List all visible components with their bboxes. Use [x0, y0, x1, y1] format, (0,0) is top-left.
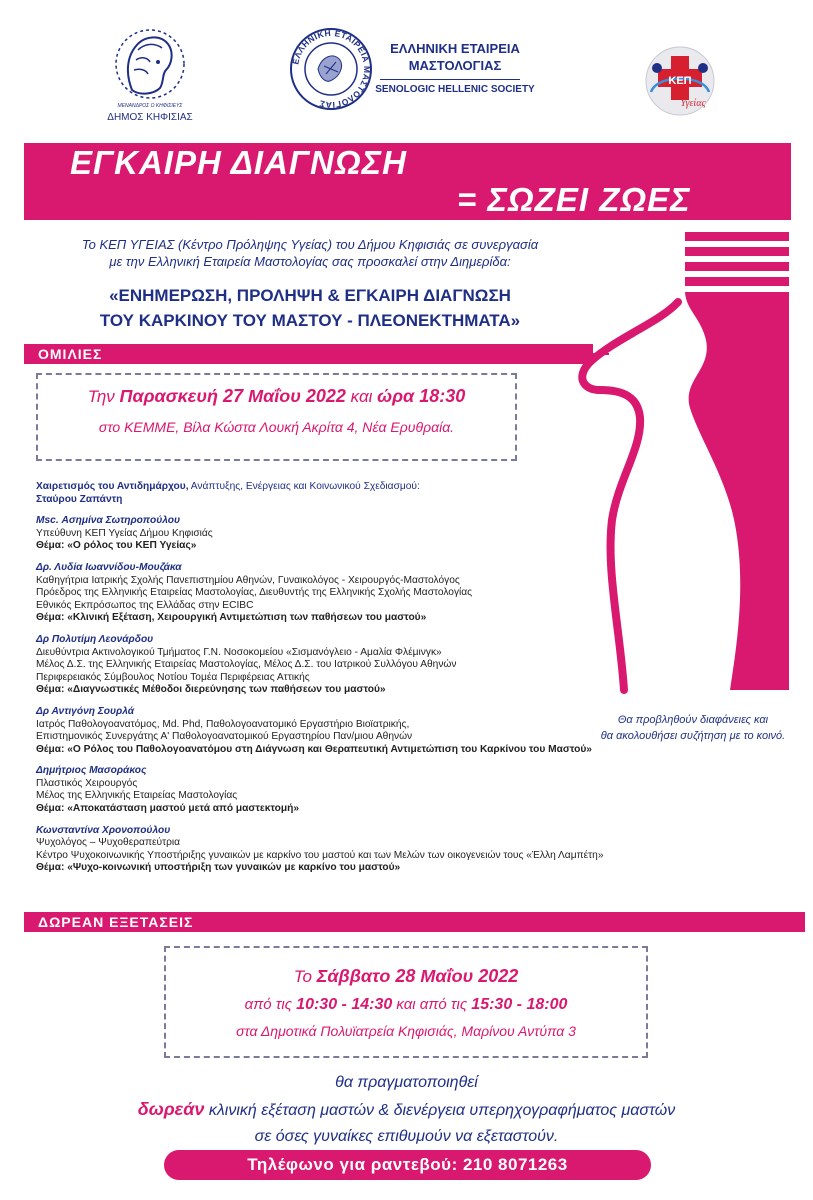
exams-info-box [164, 946, 648, 1058]
exams-venue: στα Δημοτικά Πολυϊατρεία Κηφισιάς, Μαρίνου Αντύπα 3 [236, 1023, 576, 1039]
speaker-role: Καθηγήτρια Ιατρικής Σχολής Πανεπιστημίου Αθηνών, Γυναικολόγος - Χειρουργός-Μαστολόγος [36, 574, 460, 586]
speaker-role: Πρόεδρος της Ελληνικής Εταιρείας Μαστολογίας, Διευθυντής της Ελληνικής Σχολής Μαστολογίας [36, 587, 473, 599]
speaker-role: Ιατρός Παθολογοανατόμος, Md. Phd, Παθολογοανατομικό Εργαστήριο Βιοϊατρικής, [36, 718, 410, 730]
kifisia-logo [104, 20, 196, 112]
talks-venue: στο ΚΕΜΜΕ, Βίλα Κώστα Λουκή Ακρίτα 4, Νέα Ερυθραία. [98, 419, 455, 435]
speaker-topic: Θέμα: «Αποκατάσταση μαστού μετά από μαστεκτομή» [36, 803, 300, 815]
talks-date: Παρασκευή 27 Μαΐου 2022 [119, 386, 346, 406]
exams-hours: από τις 10:30 - 14:30 και από τις 15:30 - 18:00 [244, 996, 568, 1013]
speaker-entry [36, 562, 596, 625]
speaker-name: Δρ Πολυτίμη Λεονάρδου [36, 633, 154, 645]
talks-time: ώρα 18:30 [377, 386, 466, 406]
speaker-name: Δρ. Λυδία Ιωαννίδου-Μουζάκα [36, 561, 182, 573]
speaker-role: Περιφερειακός Σύμβουλος Νοτίου Τομέα Περιφέρειας Αττικής [36, 671, 310, 683]
title-line2: = ΣΩΖΕΙ ΖΩΕΣ [457, 181, 691, 218]
footer-line2: δωρεάν κλινική εξέταση μαστών & διενέργεια υπερηχογραφήματος μαστών [137, 1099, 676, 1119]
speaker-entry [36, 706, 596, 756]
kifisia-motto: ΜΕΝΑΝΔΡΟΣ Ο ΚΗΦΙΣΙΕΥΣ [117, 103, 183, 109]
section-talks-divider [579, 353, 609, 355]
speakers-list [36, 481, 604, 884]
speaker-topic: Θέμα: «Διαγνωστικές Μέθοδοι διερεύνησης των παθήσεων του μαστού» [36, 684, 386, 696]
speaker-entry [36, 634, 596, 697]
kep-ygeias-logo [643, 44, 717, 118]
speaker-role: Επιστημονικός Συνεργάτης Α' Παθολογοανατομικού Εργαστηρίου Παν/μιου Αθηνών [36, 731, 413, 743]
event-title [30, 283, 590, 333]
welcome-note: Χαιρετισμός του Αντιδημάρχου, Ανάπτυξης, Ενέργειας και Κοινωνικού Σχεδιασμού: Σταύρου Ζαπάντη [36, 481, 596, 506]
speaker-name: Κωνσταντίνα Χρονοπούλου [36, 824, 171, 836]
society-name-gr: ΕΛΛΗΝΙΚΗ ΕΤΑΙΡΕΙΑ ΜΑΣΤΟΛΟΓΙΑΣ [390, 41, 520, 73]
intro-line2: με την Ελληνική Εταιρεία Μαστολογίας σας προσκαλεί στην Διημερίδα: [109, 254, 511, 269]
speaker-role: Πλαστικός Χειρουργός [36, 777, 138, 789]
speaker-entry [36, 515, 596, 553]
appointment-phone[interactable]: Τηλέφωνο για ραντεβού: 210 8071263 [164, 1150, 651, 1180]
free-word: δωρεάν [137, 1099, 205, 1119]
speaker-topic: Θέμα: «Ο ρόλος του ΚΕΠ Υγείας» [36, 540, 197, 552]
speaker-name: Msc. Ασημίνα Σωτηροπούλου [36, 515, 180, 527]
society-seal-logo [288, 26, 374, 112]
footer-text [30, 1070, 783, 1150]
speaker-name: Δημήτριος Μασοράκος [36, 765, 147, 777]
kifisia-caption: ΔΗΜΟΣ ΚΗΦΙΣΙΑΣ [107, 112, 193, 123]
speaker-topic: Θέμα: «Κλινική Εξέταση, Χειρουργική Αντιμετώπιση των παθήσεων του μαστού» [36, 612, 427, 624]
society-name-en: SENOLOGIC HELLENIC SOCIETY [375, 84, 535, 95]
kep-logo-text: ΚΕΠ [668, 75, 692, 87]
footer-line3: σε όσες γυναίκες επιθυμούν να εξεταστούν. [254, 1128, 559, 1145]
speaker-name: Δρ Αντιγόνη Σουρλά [36, 705, 135, 717]
talks-info-box [36, 373, 517, 461]
section-free-exams-header: ΔΩΡΕΑΝ ΕΞΕΤΑΣΕΙΣ [24, 912, 805, 932]
presentation-note: Θα προβληθούν διαφάνειες και θα ακολουθήσει συζήτηση με το κοινό. [600, 714, 786, 742]
speaker-role: Διευθύντρια Ακτινολογικού Τμήματος Γ.Ν. Νοσοκομείου «Σισμανόγλειο - Αμαλία Φλέμινγκ» [36, 646, 442, 658]
speaker-role: Μέλος Δ.Σ. της Ελληνικής Εταιρείας Μαστολογίας, Μέλος Δ.Σ. του Ιατρικού Συλλόγου Αθηνών [36, 659, 457, 671]
section-talks-header: ΟΜΙΛΙΕΣ [24, 344, 593, 364]
intro-line1: Το ΚΕΠ ΥΓΕΙΑΣ (Κέντρο Πρόληψης Υγείας) του Δήμου Κηφισιάς σε συνεργασία [81, 237, 539, 252]
event-title-line2: ΤΟΥ ΚΑΡΚΙΝΟΥ ΤΟΥ ΜΑΣΤΟΥ - ΠΛΕΟΝΕΚΤΗΜΑΤΑ» [99, 311, 521, 330]
society-ring-text: ΕΛΛΗΝΙΚΗ ΕΤΑΙΡΕΙΑ ΜΑΣΤΟΛΟΓΙΑΣ [290, 27, 373, 111]
kep-logo-sub: Υγείας [680, 98, 706, 109]
event-title-line1: «ΕΝΗΜΕΡΩΣΗ, ΠΡΟΛΗΨΗ & ΕΓΚΑΙΡΗ ΔΙΑΓΝΩΣΗ [109, 286, 511, 305]
deputy-mayor-name: Σταύρου Ζαπάντη [36, 493, 123, 505]
exams-date: Το Σάββατο 28 Μαΐου 2022 [293, 966, 519, 986]
society-divider [380, 79, 520, 80]
speaker-role: Υπεύθυνη ΚΕΠ Υγείας Δήμου Κηφισιάς [36, 527, 213, 539]
speaker-role: Μέλος της Ελληνικής Εταιρείας Μαστολογίας [36, 790, 238, 802]
talks-datetime: Την Παρασκευή 27 Μαΐου 2022 και ώρα 18:30 [87, 386, 466, 406]
speaker-entry [36, 765, 596, 815]
title-line1: ΕΓΚΑΙΡΗ ΔΙΑΓΝΩΣΗ [70, 144, 407, 181]
footer-line1: θα πραγματοποιηθεί [335, 1074, 478, 1091]
speaker-entry [36, 824, 604, 875]
speaker-topic: Θέμα: «Ο Ρόλος του Παθολογοανατόμου στη Διάγνωση και Θεραπευτική Αντιμετώπιση του Καρκίνου του Μαστού» [36, 743, 592, 755]
speaker-role: Ψυχολόγος – Ψυχοθεραπεύτρια [36, 837, 181, 849]
intro-text [30, 236, 590, 270]
speaker-topic: Θέμα: «Ψυχο-κοινωνική υποστήριξη των γυναικών με καρκίνο του μαστού» [36, 862, 401, 874]
speaker-role: Εθνικός Εκπρόσωπος της Ελλάδας στην ECIBC [36, 599, 254, 611]
speaker-role: Κέντρο Ψυχοκοινωνικής Υποστήριξης γυναικών με καρκίνο του μαστού και των Μελών των οικογενειών τους «Έλλη Λαμπέτη» [36, 849, 604, 861]
